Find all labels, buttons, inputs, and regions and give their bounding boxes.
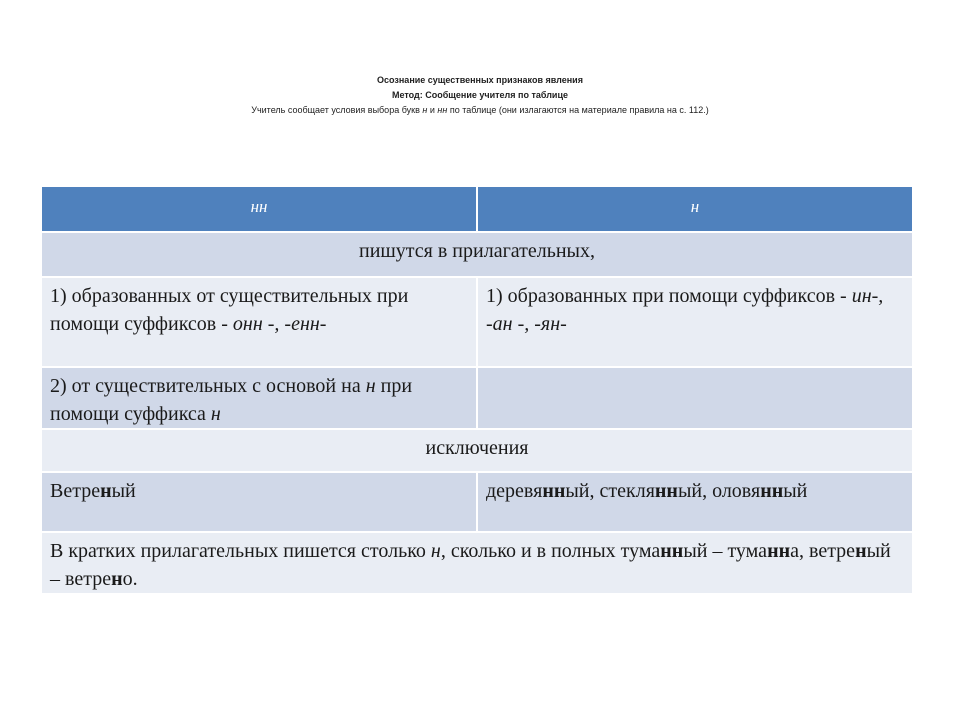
note-prefix: Учитель сообщает условия выбора букв: [251, 105, 420, 115]
exception-nn-cell: [42, 472, 477, 532]
table-row: [42, 532, 912, 594]
exc-nn-bold: н: [100, 480, 112, 502]
written-in-adjectives-cell: пишутся в прилагательных,: [42, 232, 912, 277]
exc-n-part-3: ый, стекля: [565, 480, 655, 502]
table-row: [42, 472, 912, 532]
short-part-7: а, ветре: [790, 540, 856, 562]
n-rule-1-suffixes: ин-, -ан -, -ян-: [486, 285, 884, 335]
short-adjectives-cell: [42, 532, 912, 594]
method-line: Метод: Сообщение учителя по таблице: [391, 90, 568, 100]
nn-rule-2-text-a: 2) от существительных с основой на: [50, 375, 366, 397]
nn-rule-2-suffix: н: [210, 403, 221, 425]
table-row: [42, 429, 912, 472]
exceptions-label-cell: исключения: [42, 429, 912, 472]
exception-n-cell: [477, 472, 912, 532]
nn-rule-1-text: 1) образованных от существительных при помощи суффиксов -: [50, 285, 409, 335]
rules-table: [42, 187, 912, 595]
n-rule-1-cell: [477, 277, 912, 367]
teacher-note: [0, 103, 960, 118]
table-row: [42, 277, 912, 367]
short-letter-n: н: [430, 540, 441, 562]
note-and: и: [429, 105, 435, 115]
nn-rule-1-suffixes: онн -, -енн-: [232, 313, 327, 335]
nn-rule-2-letter: н: [365, 375, 376, 397]
slide-title: Осознание существенных признаков явления: [377, 75, 583, 85]
nn-rule-2-cell: [42, 367, 477, 429]
exc-n-part-7: ый: [783, 480, 808, 502]
note-letter-nn: нн: [437, 105, 448, 115]
exc-nn-part-1: Ветре: [50, 480, 101, 502]
table-row: [42, 367, 912, 429]
short-part-11: о.: [122, 568, 138, 590]
short-bold-3: н: [855, 540, 867, 562]
short-bold-2: нн: [767, 540, 791, 562]
exc-n-part-5: ый, оловя: [677, 480, 761, 502]
short-bold-1: нн: [660, 540, 684, 562]
table-header-row: [42, 187, 912, 232]
exc-n-bold-2: нн: [654, 480, 678, 502]
exc-n-part-1: деревя: [486, 480, 543, 502]
exc-n-bold-3: нн: [760, 480, 784, 502]
exc-n-bold-1: нн: [542, 480, 566, 502]
short-bold-4: н: [111, 568, 123, 590]
short-part-3: , сколько и в полных тума: [440, 540, 661, 562]
short-part-9: ый – ветре: [50, 540, 891, 590]
table-row: [42, 232, 912, 277]
note-letter-n: н: [422, 105, 428, 115]
nn-rule-1-cell: [42, 277, 477, 367]
nn-rule-2-text-c: при помощи суффикса: [50, 375, 413, 425]
note-suffix: по таблице (они излагаются на материале правила на с. 112.): [449, 105, 709, 115]
slide-header: [0, 73, 960, 118]
short-part-5: ый – тума: [683, 540, 768, 562]
short-part-1: В кратких прилагательных пишется столько: [50, 540, 431, 562]
column-header-nn: нн: [42, 187, 477, 232]
n-rule-2-cell: [477, 367, 912, 429]
n-rule-1-text: 1) образованных при помощи суффиксов -: [486, 285, 852, 307]
exc-nn-part-3: ый: [111, 480, 136, 502]
column-header-n: н: [477, 187, 912, 232]
